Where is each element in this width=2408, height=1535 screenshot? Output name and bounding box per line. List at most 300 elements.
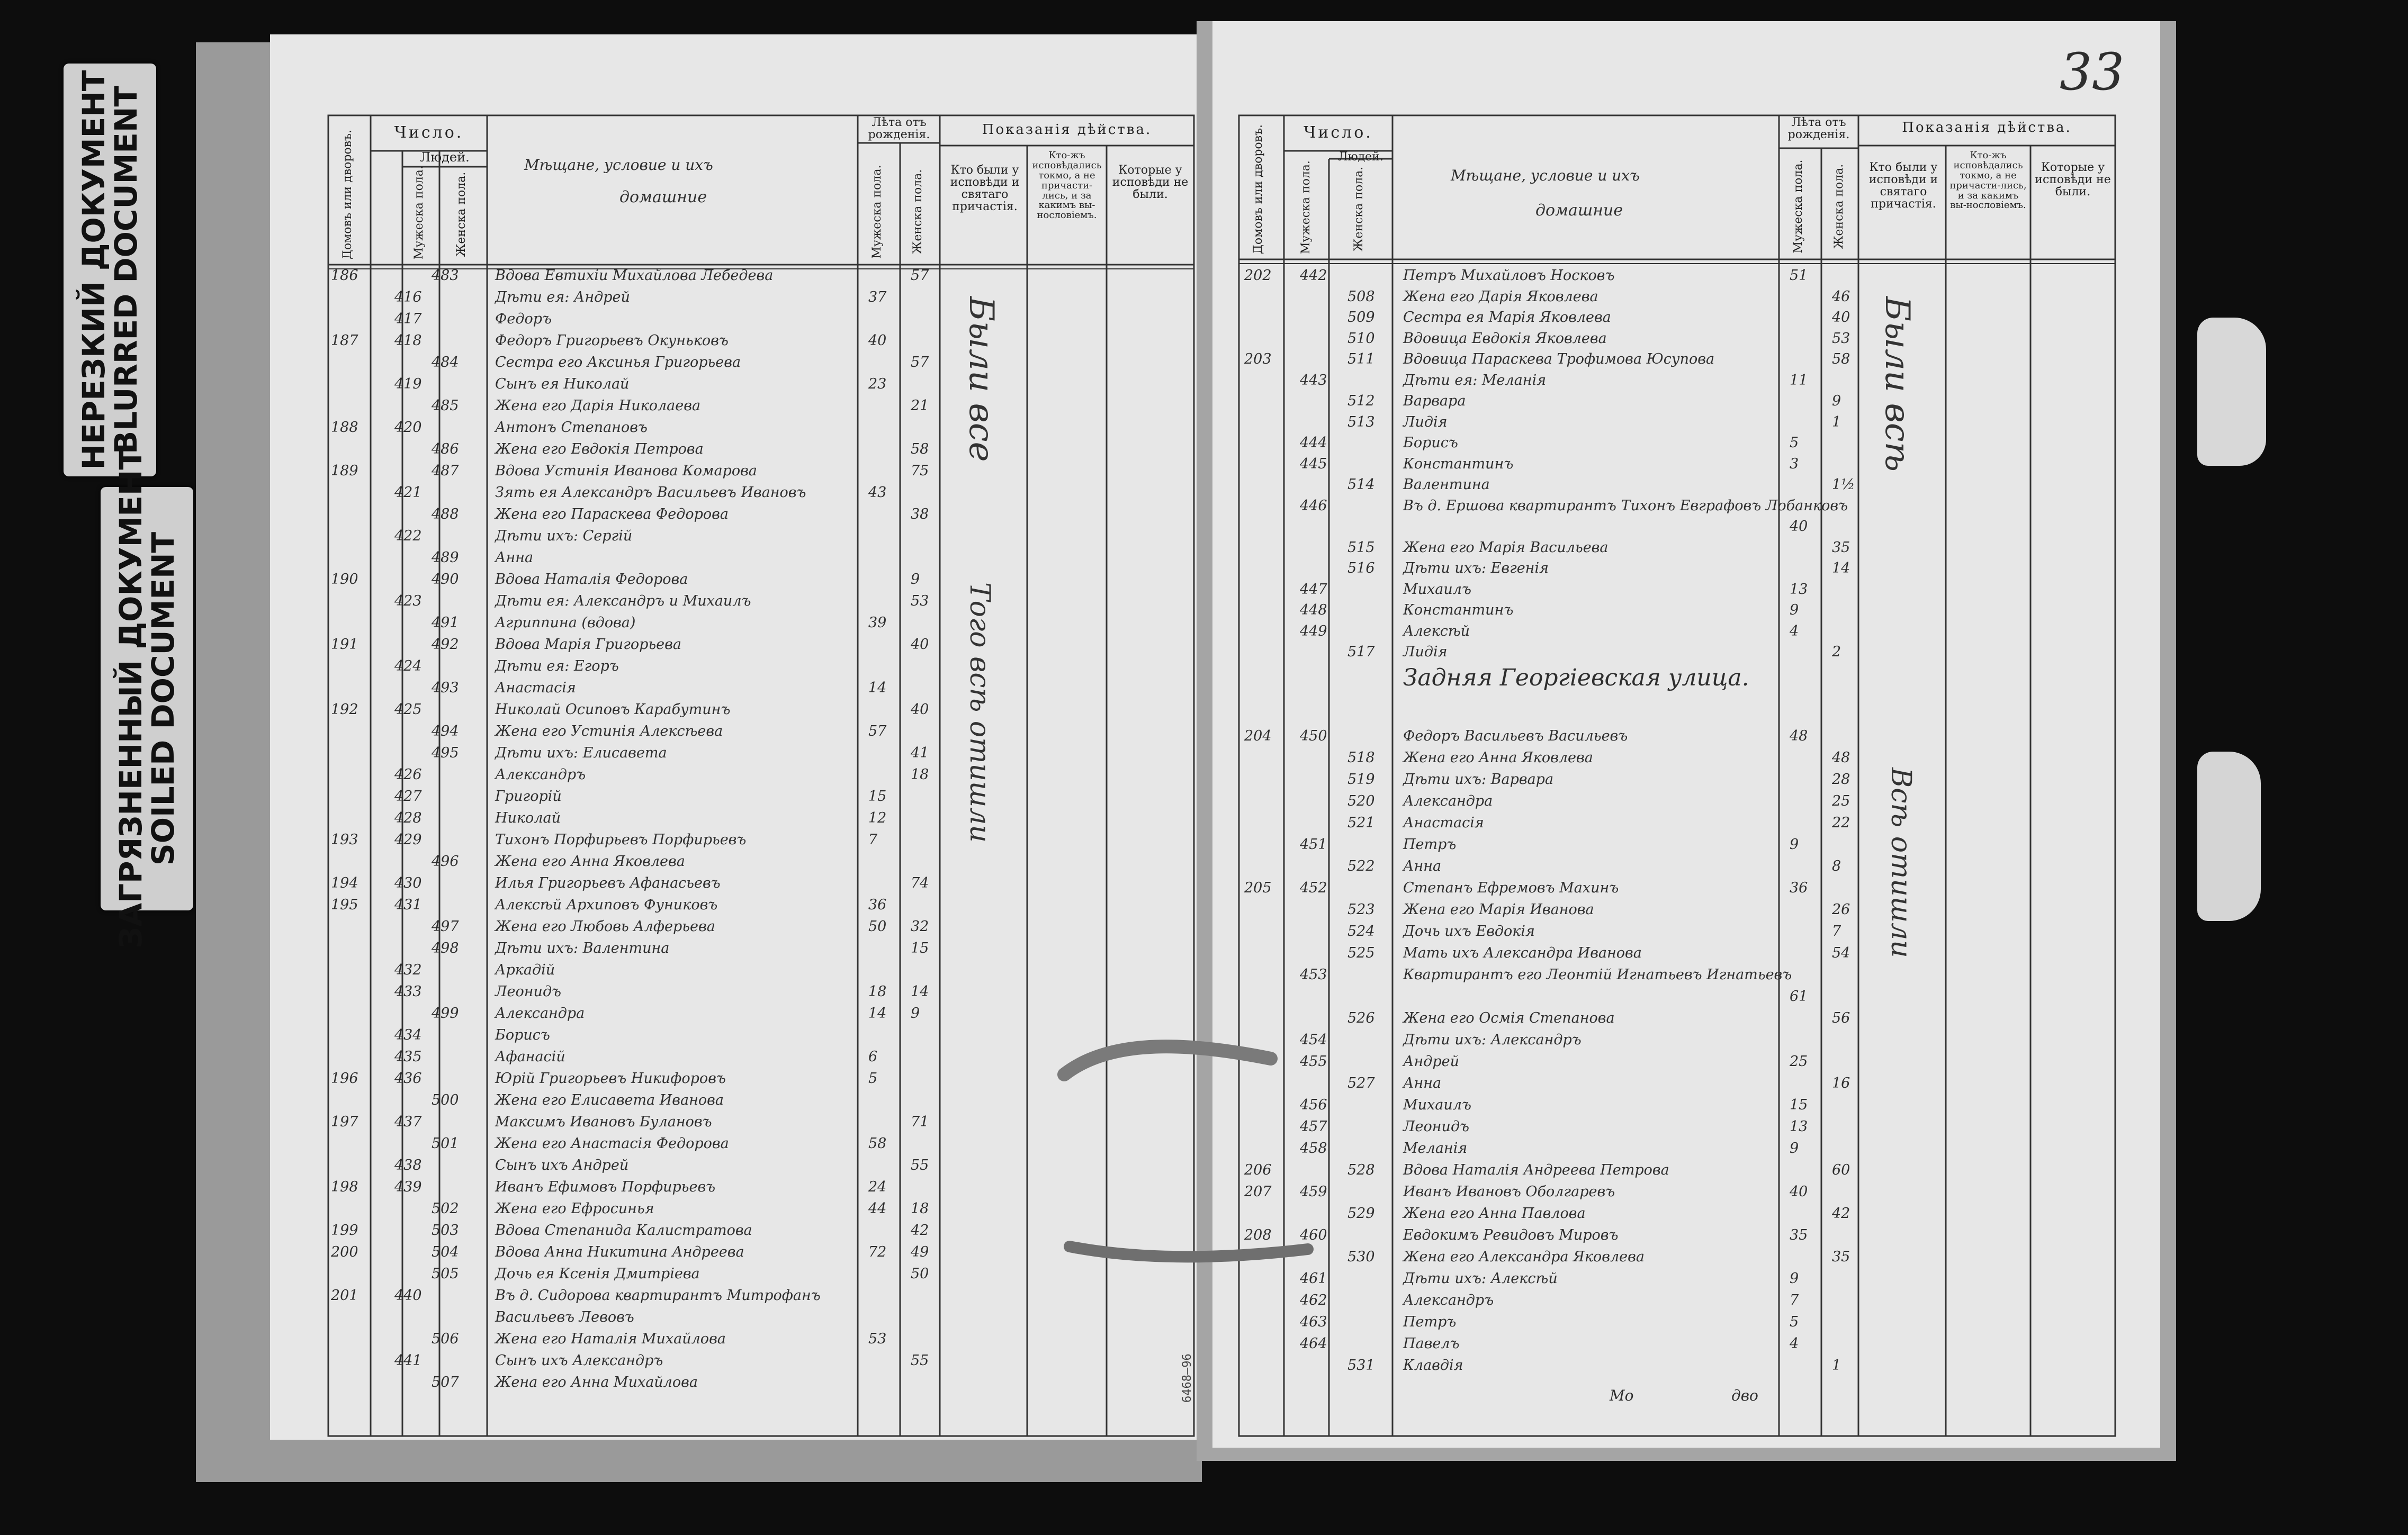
cell-m: 441 [394, 1352, 422, 1369]
cell-m: 419 [394, 376, 422, 392]
cell-az: 32 [911, 918, 929, 935]
cell-name: Александра [1403, 793, 1493, 809]
cell-am: 40 [868, 332, 887, 349]
cell-am: 15 [1790, 1097, 1808, 1113]
cell-am: 23 [868, 376, 887, 392]
cell-z: 522 [1347, 858, 1375, 874]
cell-name: Дѣти ихъ: Валентина [495, 940, 670, 956]
cell-az: 35 [1832, 539, 1850, 556]
cell-name: Дѣти ея: Егоръ [495, 658, 619, 674]
cell-dom: 208 [1244, 1227, 1272, 1243]
cell-name: Жена его Александра Яковлева [1403, 1249, 1645, 1265]
cell-am: 57 [868, 723, 887, 739]
cell-dom: 201 [331, 1287, 358, 1304]
cell-dom: 186 [331, 267, 358, 284]
cell-name: Илья Григорьевъ Афанасьевъ [495, 875, 721, 891]
cell-m: 456 [1300, 1097, 1327, 1113]
left-header-ne-byli: Которые у исповѣди не были. [1112, 164, 1189, 202]
cell-m: 451 [1300, 836, 1327, 853]
left-header-leta-muzh: Мужеска пола. [870, 165, 884, 259]
cell-az: 53 [911, 593, 929, 609]
cell-m: 428 [394, 810, 422, 826]
cell-az: 46 [1832, 288, 1850, 305]
cell-m: 422 [394, 528, 422, 544]
cell-z: 484 [432, 354, 459, 371]
cell-name: Дѣти ихъ: Александръ [1403, 1032, 1582, 1048]
cell-name: Борисъ [495, 1027, 550, 1043]
cell-am: 9 [1790, 1270, 1799, 1287]
cell-name: Меланія [1403, 1140, 1468, 1157]
left-header-muzh: Мужеска пола. [412, 166, 426, 259]
cell-am: 7 [868, 832, 878, 848]
cell-m: 445 [1300, 455, 1327, 472]
cell-name: Жена его Параскева Федорова [495, 506, 729, 522]
cell-m: 430 [394, 875, 422, 891]
cell-name: Алексѣй Архиповъ Фуниковъ [495, 897, 718, 913]
cell-am: 24 [868, 1179, 887, 1195]
cell-az: 1 [1832, 413, 1841, 430]
cell-dom: 193 [331, 832, 358, 848]
cell-z: 510 [1347, 330, 1375, 347]
cell-az: 40 [1832, 309, 1850, 326]
cell-name: Жена его Анастасія Федорова [495, 1135, 729, 1152]
cell-name: Дѣти ея: Александръ и Михаилъ [495, 593, 751, 609]
cell-z: 485 [432, 398, 459, 414]
cell-name: Жена его Осмія Степанова [1403, 1010, 1615, 1026]
cell-m: 416 [394, 289, 422, 305]
right-header-lyudey: Людей. [1338, 150, 1383, 164]
cell-name: Агриппина (вдова) [495, 615, 636, 631]
cell-z: 508 [1347, 288, 1375, 305]
right-header-domov: Домовъ или дворовъ. [1252, 124, 1265, 254]
cell-az: 1 [1832, 1357, 1841, 1374]
cell-az: 2 [1832, 644, 1841, 660]
cell-am: 72 [868, 1244, 887, 1260]
cell-dom: 196 [331, 1070, 358, 1087]
cell-az: 57 [911, 354, 929, 371]
cell-z: 509 [1347, 309, 1375, 326]
cell-m: 439 [394, 1179, 422, 1195]
cell-name: Афанасій [495, 1049, 565, 1065]
cell-name: Жена его Евдокія Петрова [495, 441, 704, 457]
cell-name: Жена его Марія Иванова [1403, 901, 1594, 918]
cell-name: Дѣти ея: Меланія [1403, 372, 1547, 389]
cell-am: 14 [868, 680, 887, 696]
cell-dom: 204 [1244, 728, 1272, 744]
cell-az: 40 [911, 701, 929, 718]
cell-z: 496 [432, 853, 459, 870]
cell-am: 6 [868, 1049, 878, 1065]
cell-z: 507 [432, 1374, 459, 1390]
right-street-heading: Задняя Георгіевская улица. [1403, 664, 1749, 691]
cell-name: Жена его Дарія Николаева [495, 398, 701, 414]
cell-name: Федоръ Григорьевъ Окуньковъ [495, 332, 729, 349]
cell-name: Дѣти ихъ: Евгенія [1403, 560, 1549, 576]
footer-end-left: Мо [1610, 1387, 1634, 1404]
cell-name: Алексѣй [1403, 622, 1470, 639]
cell-name: Вдова Анна Никитина Андреева [495, 1244, 744, 1260]
cell-z: 517 [1347, 644, 1375, 660]
cell-z: 486 [432, 441, 459, 457]
cell-z: 519 [1347, 771, 1375, 788]
cell-name: Вдова Марія Григорьева [495, 636, 681, 653]
cell-az: 42 [911, 1222, 929, 1239]
cell-m: 436 [394, 1070, 422, 1087]
cell-am: 5 [868, 1070, 878, 1087]
cell-name: Леонидъ [1403, 1118, 1470, 1135]
cell-am: 36 [868, 897, 887, 913]
left-header-otluchki: Кто-жъ исповѣдались токмо, а не причасти-лись, и за какимъ вы-нословіемъ. [1032, 150, 1102, 221]
cell-az: 1½ [1832, 476, 1855, 493]
cell-dom: 191 [331, 636, 358, 653]
right-header-leta: Лѣта отъ рожденія. [1787, 116, 1850, 142]
cell-z: 483 [432, 267, 459, 284]
cell-name: Анна [1403, 858, 1442, 874]
cell-m: 464 [1300, 1335, 1327, 1352]
cell-name: Иванъ Ивановъ Оболгаревъ [1403, 1184, 1615, 1200]
cell-m: 453 [1300, 967, 1327, 983]
cell-z: 490 [432, 571, 459, 588]
cell-m: 459 [1300, 1184, 1327, 1200]
right-header-leta-zhen: Женска пола. [1832, 164, 1846, 249]
cell-az: 9 [1832, 393, 1841, 409]
cell-name: Максимъ Ивановъ Булановъ [495, 1114, 712, 1130]
cell-az: 55 [911, 1157, 929, 1173]
cell-dom: 203 [1244, 351, 1272, 367]
cell-m: 444 [1300, 435, 1327, 451]
cell-m: 450 [1300, 728, 1327, 744]
cell-name: Дочь ея Ксенія Дмитріева [495, 1266, 700, 1282]
cell-z: 523 [1347, 901, 1375, 918]
cell-name: Жена его Марія Васильева [1403, 539, 1609, 556]
cell-az: 74 [911, 875, 929, 891]
cell-name: Вдовица Евдокія Яковлева [1403, 330, 1607, 347]
cell-az: 14 [911, 983, 929, 1000]
right-header-title-1: Мѣщане, условие и ихъ [1451, 167, 1640, 184]
cell-z: 505 [432, 1266, 459, 1282]
cell-m: 418 [394, 332, 422, 349]
cell-az: 48 [1832, 750, 1850, 766]
cell-z: 516 [1347, 560, 1375, 576]
cell-am: 40 [1790, 1184, 1808, 1200]
cell-az: 21 [911, 398, 929, 414]
cell-name: Вдова Наталія Федорова [495, 571, 688, 588]
cell-az: 14 [1832, 560, 1850, 576]
cell-name: Степанъ Ефремовъ Махинъ [1403, 880, 1619, 896]
cell-am: 11 [1790, 372, 1808, 389]
cell-dom: 206 [1244, 1162, 1272, 1178]
cell-m: 454 [1300, 1032, 1327, 1048]
cell-name: Александра [495, 1005, 585, 1022]
cell-az: 18 [911, 766, 929, 783]
cell-am: 4 [1790, 1335, 1799, 1352]
cell-az: 54 [1832, 945, 1850, 961]
cell-az: 9 [911, 571, 920, 588]
cell-name: Дочь ихъ Евдокія [1403, 923, 1535, 940]
cell-name: Анна [495, 549, 534, 566]
cell-az: 41 [911, 745, 929, 761]
cell-z: 511 [1347, 351, 1375, 367]
soiled-label-en: SOILED DOCUMENT [145, 531, 181, 866]
cell-am: 13 [1790, 581, 1808, 598]
cell-m: 426 [394, 766, 422, 783]
cell-name: Евдокимъ Ревидовъ Мировъ [1403, 1227, 1619, 1243]
cell-az: 26 [1832, 901, 1850, 918]
cell-m: 461 [1300, 1270, 1327, 1287]
cell-name: Николай Осиповъ Карабутинъ [495, 701, 731, 718]
cell-name: Лидія [1403, 413, 1448, 430]
cell-dom: 189 [331, 463, 358, 479]
cell-az: 16 [1832, 1075, 1850, 1091]
cell-az: 55 [911, 1352, 929, 1369]
cell-m: 425 [394, 701, 422, 718]
cell-z: 487 [432, 463, 459, 479]
cell-name: Иванъ Ефимовъ Порфирьевъ [495, 1179, 716, 1195]
left-confession-note-lower: Того всѣ отишли [964, 582, 995, 843]
cell-z: 494 [432, 723, 459, 739]
cell-name: Петръ Михайловъ Носковъ [1403, 267, 1615, 284]
cell-am: 3 [1790, 455, 1799, 472]
cell-z: 488 [432, 506, 459, 522]
cell-name: Александръ [495, 766, 586, 783]
cell-z: 513 [1347, 413, 1375, 430]
cell-m: 452 [1300, 880, 1327, 896]
cell-name: Борисъ [1403, 435, 1458, 451]
right-confession-note-upper: Были всѣ [1877, 296, 1917, 472]
cell-z: 504 [432, 1244, 459, 1260]
cell-name: Антонъ Степановъ [495, 419, 648, 436]
cell-am: 15 [868, 788, 887, 805]
cell-am: 61 [1790, 988, 1808, 1005]
cell-name: Леонидъ [495, 983, 562, 1000]
cell-az: 25 [1832, 793, 1850, 809]
cell-z: 503 [432, 1222, 459, 1239]
cell-name: Петръ [1403, 836, 1457, 853]
cell-name: Михаилъ [1403, 581, 1471, 598]
cell-az: 49 [911, 1244, 929, 1260]
left-header-chislo: Число. [394, 123, 464, 142]
cell-name: Михаилъ [1403, 1097, 1471, 1113]
footer-archive-mark: 6468—96 [1181, 1353, 1194, 1403]
cell-name: Вдовица Параскева Трофимова Юсупова [1403, 351, 1715, 367]
cell-name: Дѣти ихъ: Елисавета [495, 745, 667, 761]
blurred-label-en: BLURRED DOCUMENT [107, 85, 144, 455]
cell-m: 463 [1300, 1314, 1327, 1330]
left-header-pokazaniya: Показанія дѣйства. [982, 122, 1152, 138]
right-header-zhen: Женска пола. [1352, 166, 1365, 252]
cell-az: 40 [911, 636, 929, 653]
cell-az: 56 [1832, 1010, 1850, 1026]
cell-z: 514 [1347, 476, 1375, 493]
cell-am: 50 [868, 918, 887, 935]
cell-dom: 192 [331, 701, 358, 718]
cell-name: Сынъ ея Николай [495, 376, 630, 392]
right-confession-note-lower: Всѣ отишли [1885, 768, 1917, 958]
right-header-leta-muzh: Мужеска пола. [1792, 159, 1805, 254]
cell-name: Въ д. Сидорова квартирантъ Митрофанъ [495, 1287, 821, 1304]
cell-z: 525 [1347, 945, 1375, 961]
cell-name: Анастасія [1403, 815, 1484, 831]
cell-m: 427 [394, 788, 422, 805]
cell-z: 495 [432, 745, 459, 761]
cell-name: Лидія [1403, 644, 1448, 660]
cell-z: 521 [1347, 815, 1375, 831]
left-header-leta-zhen: Женска пола. [911, 169, 924, 255]
cell-az: 57 [911, 267, 929, 284]
right-header-muzh: Мужеска пола. [1299, 160, 1313, 254]
cell-dom: 205 [1244, 880, 1272, 896]
cell-am: 40 [1790, 518, 1808, 535]
cell-z: 492 [432, 636, 459, 653]
cell-name: Григорій [495, 788, 562, 805]
left-header-lyudey: Людей. [420, 150, 470, 165]
cell-az: 60 [1832, 1162, 1850, 1178]
cell-z: 489 [432, 549, 459, 566]
cell-m: 443 [1300, 372, 1327, 389]
cell-name: Аркадій [495, 962, 555, 978]
cell-m: 455 [1300, 1053, 1327, 1070]
cell-dom: 190 [331, 571, 358, 588]
cell-am: 5 [1790, 435, 1799, 451]
cell-m: 434 [394, 1027, 422, 1043]
cell-z: 500 [432, 1092, 459, 1108]
cell-name: Дѣти ея: Андрей [495, 289, 630, 305]
cell-name: Анастасія [495, 680, 576, 696]
cell-name: Валентина [1403, 476, 1490, 493]
cell-name: Дѣти ихъ: Алексѣй [1403, 1270, 1558, 1287]
cell-name: Константинъ [1403, 602, 1514, 618]
left-header-leta: Лѣта отъ рожденія. [868, 116, 930, 142]
left-header-domov: Домовъ или дворовъ. [341, 129, 354, 259]
cell-name: Жена его Анна Яковлева [495, 853, 685, 870]
cell-name: Дѣти ихъ: Варвара [1403, 771, 1554, 788]
cell-az: 18 [911, 1200, 929, 1217]
cell-am: 14 [868, 1005, 887, 1022]
cell-name: Квартирантъ его Леонтій Игнатьевъ Игнатьевъ [1403, 967, 1792, 983]
cell-am: 58 [868, 1135, 887, 1152]
cell-name: Павелъ [1403, 1335, 1460, 1352]
cell-z: 526 [1347, 1010, 1375, 1026]
cell-m: 435 [394, 1049, 422, 1065]
cell-az: 71 [911, 1114, 929, 1130]
cell-m: 449 [1300, 622, 1327, 639]
binding-string-lower [1070, 1247, 1308, 1257]
cell-am: 7 [1790, 1292, 1799, 1308]
cell-m: 460 [1300, 1227, 1327, 1243]
cell-az: 28 [1832, 771, 1850, 788]
cell-az: 58 [1832, 351, 1850, 367]
cell-name: Жена его Любовь Алферьева [495, 918, 715, 935]
cell-name: Николай [495, 810, 561, 826]
cell-name: Клавдія [1403, 1357, 1463, 1374]
cell-name: Дѣти ихъ: Сергій [495, 528, 633, 544]
cell-am: 36 [1790, 880, 1808, 896]
cell-dom: 197 [331, 1114, 358, 1130]
cell-name: Вдова Устинія Иванова Комарова [495, 463, 757, 479]
cell-m: 424 [394, 658, 422, 674]
cell-m: 448 [1300, 602, 1327, 618]
cell-m: 438 [394, 1157, 422, 1173]
cell-name: Жена его Елисавета Иванова [495, 1092, 724, 1108]
cell-z: 498 [432, 940, 459, 956]
right-header-chislo: Число. [1304, 123, 1373, 142]
cell-az: 22 [1832, 815, 1850, 831]
cell-m: 433 [394, 983, 422, 1000]
cell-dom: 202 [1244, 267, 1272, 284]
cell-az: 38 [911, 506, 929, 522]
cell-z: 531 [1347, 1357, 1375, 1374]
page-number: 33 [2060, 42, 2125, 102]
cell-z: 512 [1347, 393, 1375, 409]
cell-am: 39 [868, 615, 887, 631]
cell-name: Андрей [1403, 1053, 1459, 1070]
binding-string-upper [1064, 1046, 1271, 1074]
cell-name: Сынъ ихъ Андрей [495, 1157, 629, 1173]
cell-az: 8 [1832, 858, 1841, 874]
cell-am: 5 [1790, 1314, 1799, 1330]
cell-am: 9 [1790, 1140, 1799, 1157]
cell-z: 530 [1347, 1249, 1375, 1265]
cell-am: 53 [868, 1331, 887, 1347]
cell-name: Сынъ ихъ Александръ [495, 1352, 663, 1369]
left-header-title-2: домашние [619, 188, 707, 206]
cell-am: 9 [1790, 602, 1799, 618]
cell-name: Жена его Устинія Алексѣева [495, 723, 723, 739]
cell-name: Жена его Наталія Михайлова [495, 1331, 726, 1347]
cell-am: 4 [1790, 622, 1799, 639]
cell-z: 502 [432, 1200, 459, 1217]
cell-name: Жена его Дарія Яковлева [1403, 288, 1598, 305]
cell-am: 25 [1790, 1053, 1808, 1070]
cell-am: 48 [1790, 728, 1808, 744]
cell-az: 15 [911, 940, 929, 956]
cell-name: Юрій Григорьевъ Никифоровъ [495, 1070, 726, 1087]
cell-dom: 194 [331, 875, 358, 891]
cell-dom: 199 [331, 1222, 358, 1239]
cell-dom: 188 [331, 419, 358, 436]
cell-az: 53 [1832, 330, 1850, 347]
cell-az: 42 [1832, 1205, 1850, 1222]
cell-am: 35 [1790, 1227, 1808, 1243]
cell-az: 9 [911, 1005, 920, 1022]
cell-m: 440 [394, 1287, 422, 1304]
cell-m: 417 [394, 311, 422, 327]
cell-z: 527 [1347, 1075, 1375, 1091]
cell-z: 528 [1347, 1162, 1375, 1178]
cell-am: 43 [868, 484, 887, 501]
left-header-ispovedi: Кто были у исповѣди и святаго причастія. [950, 164, 1020, 214]
cell-dom: 198 [331, 1179, 358, 1195]
cell-m: 429 [394, 832, 422, 848]
cell-dom: 195 [331, 897, 358, 913]
cell-m: 446 [1300, 497, 1327, 514]
cell-name: Анна [1403, 1075, 1442, 1091]
cell-name: Мать ихъ Александра Иванова [1403, 945, 1642, 961]
cell-m: 442 [1300, 267, 1327, 284]
cell-name: Константинъ [1403, 455, 1514, 472]
cell-m: 447 [1300, 581, 1327, 598]
footer-end-mid: дво [1731, 1387, 1758, 1404]
cell-am: 44 [868, 1200, 887, 1217]
cell-az: 7 [1832, 923, 1841, 940]
cell-name: Варвара [1403, 393, 1466, 409]
cell-m: 420 [394, 419, 422, 436]
right-header-ispovedi: Кто были у исповѣди и святаго причастія. [1868, 161, 1938, 211]
cell-z: 501 [432, 1135, 459, 1152]
cell-name: Федоръ Васильевъ Васильевъ [1403, 728, 1628, 744]
right-header-pokazaniya: Показанія дѣйства. [1902, 120, 2072, 136]
cell-z: 506 [432, 1331, 459, 1347]
